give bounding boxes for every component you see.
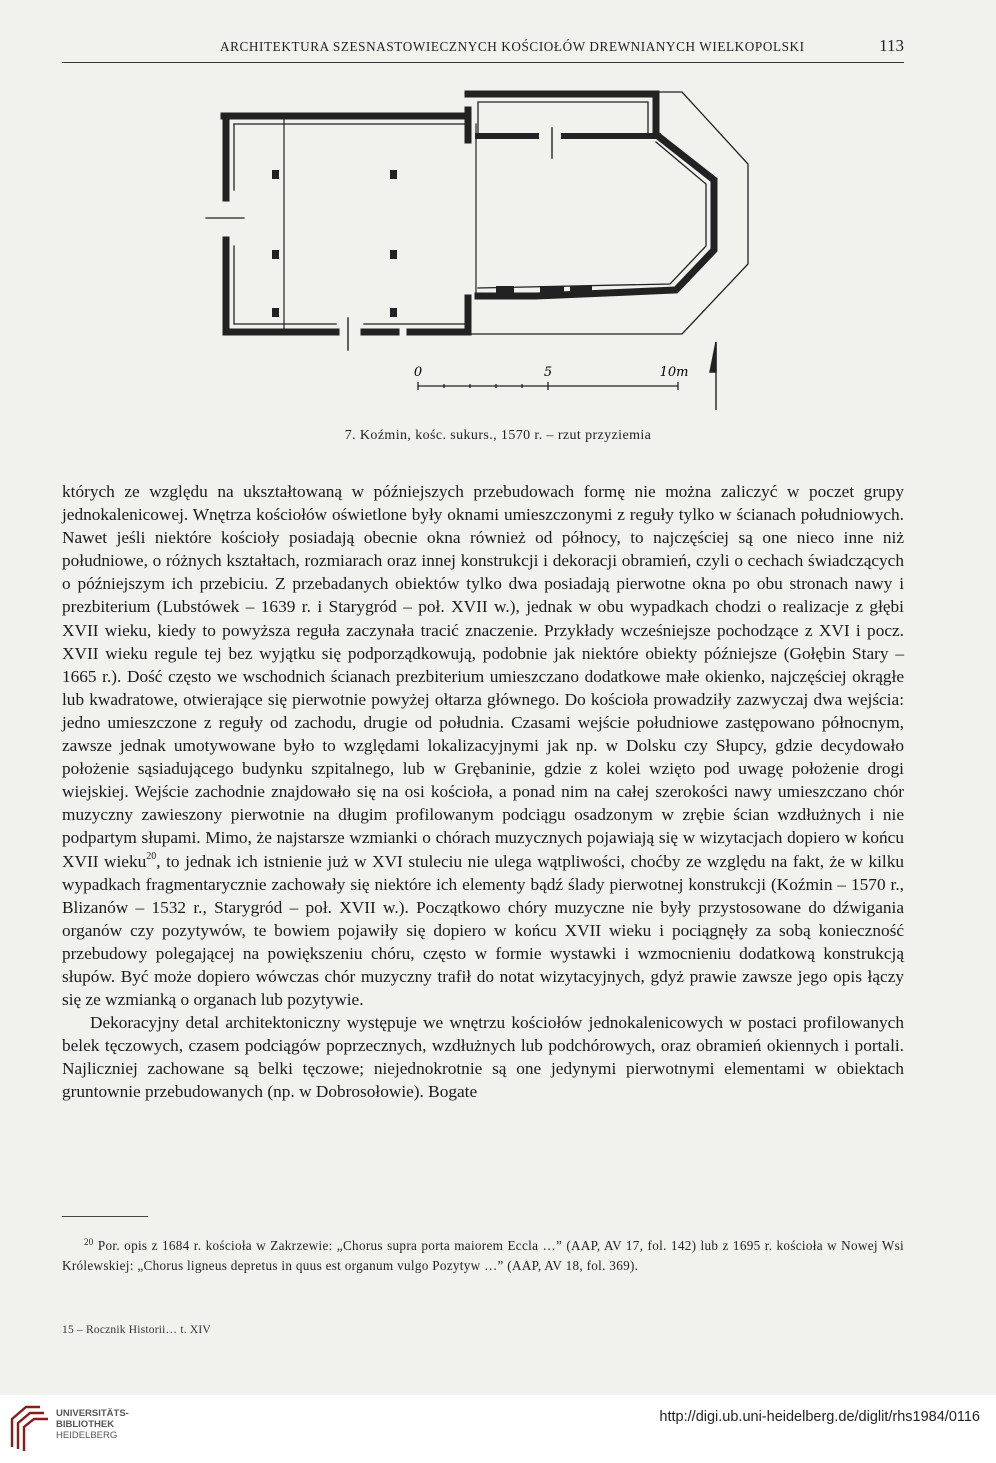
page-number: 113 — [879, 36, 904, 55]
footnote-marker: 20 — [84, 1237, 94, 1247]
figure-caption: 7. Koźmin, kośc. sukurs., 1570 r. – rzut przyziemia — [344, 428, 652, 443]
library-name: UNIVERSITÄTS- BIBLIOTHEK HEIDELBERG — [56, 1408, 129, 1441]
paragraph-text-tail: , to jednak ich istnienie już w XVI stuleciu nie ulega wątpliwości, choćby ze względu na fakt, że w kilku wypadkach fragmentarycznie zachowały się niektóre ich elementy bądź ślady pierwotnej konstrukcji (Koźmin – 1570 r., Blizanów – 1532 r., Starygród – poł. XVII w.). Początkowo chóry muzyczne nie były przystosowane do dźwigania organów czy pozytywów, te bowiem pojawiły się dopiero w końcu XVII wieku i pociągnęły za sobą konieczność przebudowy polegającej na powiększeniu chóru, często w formie wystawki i wzmocnieniu dodatkową konstrukcją słupów. Być może dopiero wówczas chór muzyczny trafił do notat wizytacyjnych, gdyż prawie zawsze jego opis łączy się ze wzmianką o organach lub pozytywie. — [62, 851, 904, 1010]
running-head-title: ARCHITEKTURA SZESNASTOWIECZNYCH KOŚCIOŁÓW DREWNIANYCH WIELKOPOLSKI — [220, 39, 805, 54]
body-text — [62, 480, 904, 1104]
window-opening — [496, 286, 514, 293]
window-opening — [540, 286, 564, 293]
footnote-ref: 20 — [146, 850, 157, 862]
window-opening — [570, 286, 592, 293]
scale-label-5: 5 — [543, 365, 553, 380]
library-logo-icon — [8, 1403, 50, 1453]
paragraph: Dekoracyjny detal architektoniczny występuje we wnętrzu kościołów jednokalenicowych w postaci profilowanych belek tęczowych, czasem podciągów poprzecznych, wzdłużnych lub podchórowych, oraz obramień okiennych i portali. Najliczniej zachowane są belki tęczowe; niejednokrotnie są one jedynymi pierwotnymi elementami w obiektach gruntownie przebudowanych (np. w Dobrosołowie). Bogate — [62, 1013, 904, 1102]
library-footer — [0, 1395, 996, 1463]
pillar — [272, 250, 279, 259]
apse-wall — [478, 136, 714, 296]
pillar — [390, 308, 397, 317]
nave-north-wall — [224, 110, 468, 116]
pillar — [272, 308, 279, 317]
printer-signature: 15 – Rocznik Historii… t. XIV — [62, 1324, 211, 1336]
nave-inner-line — [234, 124, 468, 324]
scale-bar — [418, 382, 678, 390]
running-head — [62, 36, 904, 56]
footnote — [62, 1236, 904, 1275]
pillar — [390, 250, 397, 259]
source-url-link[interactable]: http://digi.ub.uni-heidelberg.de/diglit/rhs1984/0116 — [659, 1409, 980, 1425]
scale-label-0: 0 — [413, 365, 423, 380]
paragraph — [62, 480, 904, 1011]
presbytery-inner-north — [478, 102, 648, 134]
scale-label-10: 10m — [659, 365, 689, 380]
header-rule — [62, 62, 904, 63]
church-floor-plan — [196, 80, 756, 415]
paragraph-text: których ze względu na ukształtowaną w późniejszych przebudowach formę nie można zaliczyć w poczet grupy jednokalenicowej. Wnętrza kościołów oświetlone były oknami umieszczonymi z reguły tylko w ścianach południowych. Nawet jeśli niektóre kościoły posiadają obecnie okna również od północy, to najczęściej są one nieco inne niż południowe, o różnych kształtach, rozmiarach oraz innej konstrukcji i dekoracji obramień, czyli o cechach świadczących o późniejszym ich przebiciu. Z przebadanych obiektów tylko dwa posiadają pierwotne okna po obu stronach nawy i prezbiterium (Lubstówek – 1639 r. i Starygród – poł. XVII w.), jednak w obu wypadkach chodzi o realizacje z głębi XVII wieku, kiedy to powyższa reguła zaczynała tracić znaczenie. Przykłady wcześniejsze pochodzące z XVI i pocz. XVII wieku regule tej bez wyjątku się podporządkowują, podobnie jak niektóre obiekty późniejsze (Gołębin Stary – 1665 r.). Dość często we wschodnich ścianach prezbiterium umieszczano dodatkowe małe okienko, najczęściej okrągłe lub kwadratowe, otwierające się pierwotnie powyżej ołtarza głównego. Do kościoła prowadziły zazwyczaj dwa wejścia: jedno umieszczone z reguły od zachodu, drugie od południa. Czasami wejście południowe zastępowano północnym, zawsze jednak umotywowane było to względami lokalizacyjnymi jak np. w Dolsku czy Słupcy, gdzie decydowało położenie sąsiadującego budynku szpitalnego, lub w Grębaninie, gdzie z kolei wzięto pod uwagę położenie drogi wiejskiej. Wejście zachodnie znajdowało się na osi kościoła, a ponad nim na całej szerokości nawy umieszczano chór muzyczny zawieszony pierwotnie na długim profilowanym podciągu osadzonym w zrębie ścian wzdłużnych i nie podpartym słupami. Mimo, że najstarsze wzmianki o chórach muzycznych pojawiają się w wizytacjach dopiero w końcu XVII wieku — [62, 482, 904, 871]
north-arrow-icon — [710, 342, 716, 410]
presbytery-north-wall — [468, 94, 656, 134]
footnote-rule — [62, 1216, 148, 1217]
pillar — [390, 170, 397, 179]
footnote-text: Por. opis z 1684 r. kościoła w Zakrzewie: „Chorus supra porta maiorem Eccla …” (AAP, AV 17, fol. 142) lub z 1695 r. kościoła w Nowej Wsi Królewskiej: „Chorus ligneus depretus in quus est organum vulgo Pozytyw …” (AAP, AV 18, fol. 369). — [62, 1238, 904, 1273]
pillar — [272, 170, 279, 179]
apse-inner — [478, 142, 706, 288]
